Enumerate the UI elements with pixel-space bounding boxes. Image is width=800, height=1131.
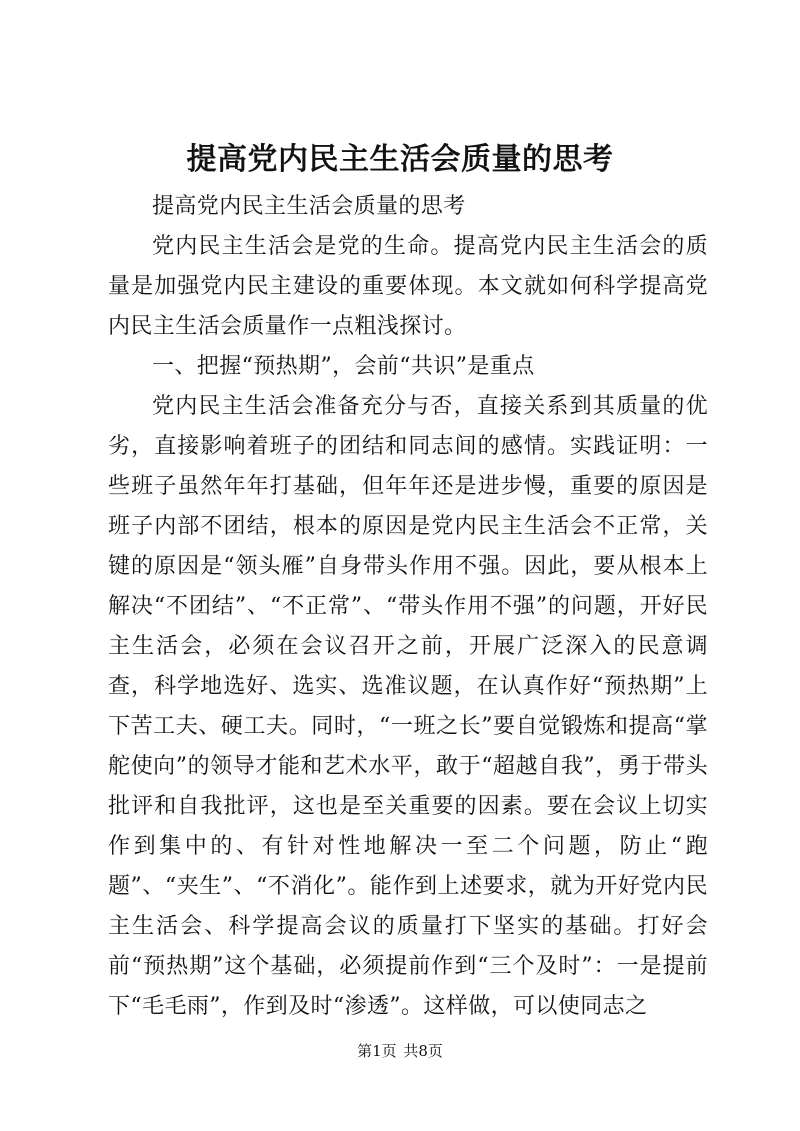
body-paragraph: 党内民主生活会是党的生命。提高党内民主生活会的质量是加强党内民主建设的重要体现。本文就如何科学提高党内民主生活会质量作一点粗浅探讨。	[108, 234, 708, 339]
body-paragraph: 提高党内民主生活会质量的思考	[152, 194, 466, 219]
body-paragraph: 党内民主生活会准备充分与否，直接关系到其质量的优劣，直接影响着班子的团结和同志间的感情。实践证明：一些班子虽然年年打基础，但年年还是进步慢，重要的原因是班子内部不团结，根本的原因是党内民主生活会不正常，关键的原因是“领头雁”自身带头作用不强。因此，要从根本上解决“不团结”、“不正常”、“带头作用不强”的问题，开好民主生活会，必须在会议召开之前，开展广泛深入的民意调查，科学地选好、选实、选准议题，在认真作好“预热期”上下苦工夫、硬工夫。同时，“一班之长”要自觉锻炼和提高“掌舵使向”的领导才能和艺术水平，敢于“超越自我”，勇于带头批评和自我批评，这也是至关重要的因素。要在会议上切实作到集中的、有针对性地解决一至二个问题，防止“跑题”、“夹生”、“不消化”。能作到上述要求，就为开好党内民主生活会、科学提高会议的质量打下坚实的基础。打好会前“预热期”这个基础，必须提前作到“三个及时”：一是提前下“毛毛雨”，作到及时“渗透”。这样做，可以使同志之	[108, 394, 708, 1019]
section-heading: 一、把握“预热期”，会前“共识”是重点	[152, 354, 535, 379]
document-body	[108, 187, 708, 1027]
document-title: 提高党内民主生活会质量的思考	[186, 142, 614, 177]
page-footer: 第1页 共8页	[357, 1042, 443, 1060]
